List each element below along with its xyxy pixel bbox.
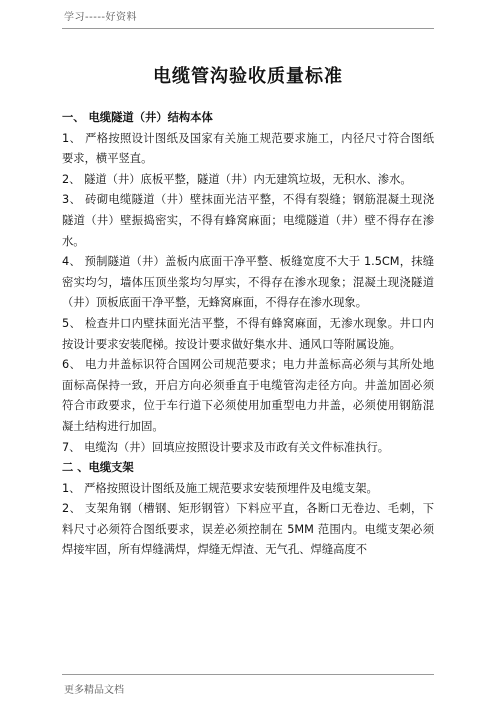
document-body — [62, 108, 434, 561]
paragraph: 1、 严格按照设计图纸及施工规范要求安装预埋件及电缆支架。 — [62, 481, 378, 495]
section-heading: 二 、电缆支架 — [62, 461, 134, 475]
section-structure — [62, 108, 434, 458]
paragraph: 5、 检查井口内壁抹面光洁平整，不得有蜂窝麻面，无渗水现象。井口内按设计要求安装爬梯。按设计要求做好集水井、通风口等附属设施。 — [62, 316, 434, 351]
section-cable-bracket — [62, 458, 434, 561]
paragraph: 7、 电缆沟（井）回填应按照设计要求及市政有关文件标准执行。 — [62, 440, 390, 454]
paragraph: 2、 支架角钢（槽钢、矩形钢管）下料应平直，各断口无卷边、毛刺，下料尺寸必须符合图纸要求，误差必须控制在 5MM 范围内。电缆支架必须焊接牢固，所有焊缝满焊，焊缝无焊渣、无气孔、焊缝高度不 — [62, 502, 434, 557]
paragraph: 2、 隧道（井）底板平整，隧道（井）内无建筑垃圾，无积水、渗水。 — [62, 172, 412, 186]
paragraph: 3、 砖砌电缆隧道（井）壁抹面光洁平整，不得有裂缝；钢筋混凝土现浇隧道（井）壁振捣密实，不得有蜂窝麻面；电缆隧道（井）壁不得存在渗水。 — [62, 193, 434, 248]
document-title: 电缆管沟验收质量标准 — [153, 66, 343, 87]
page-footer-note: 更多精品文档 — [64, 685, 124, 696]
footer-divider — [62, 674, 434, 675]
header-divider — [62, 28, 434, 29]
paragraph: 6、 电力井盖标识符合国网公司规范要求；电力井盖标高必须与其所处地面标高保持一致，开启方向必须垂直于电缆管沟走径方向。井盖加固必须符合市政要求，位于车行道下必须使用加重型电力井盖，必须使用钢筋混凝土结构进行加固。 — [62, 358, 434, 433]
page-header-note: 学习-----好资料 — [64, 12, 138, 23]
section-heading: 一、 电缆隧道（井）结构本体 — [62, 111, 213, 124]
paragraph: 4、 预制隧道（井）盖板内底面干净平整、板缝宽度不大于 1.5CM，抹缝密实均匀，墙体压顶坐浆均匀厚实，不得存在渗水现象；混凝土现浇隧道（井）顶板底面干净平整，无蜂窝麻面，不得存在渗水现象。 — [62, 255, 434, 310]
paragraph: 1、 严格按照设计图纸及国家有关施工规范要求施工，内径尺寸符合图纸要求，横平竖直。 — [62, 131, 434, 166]
